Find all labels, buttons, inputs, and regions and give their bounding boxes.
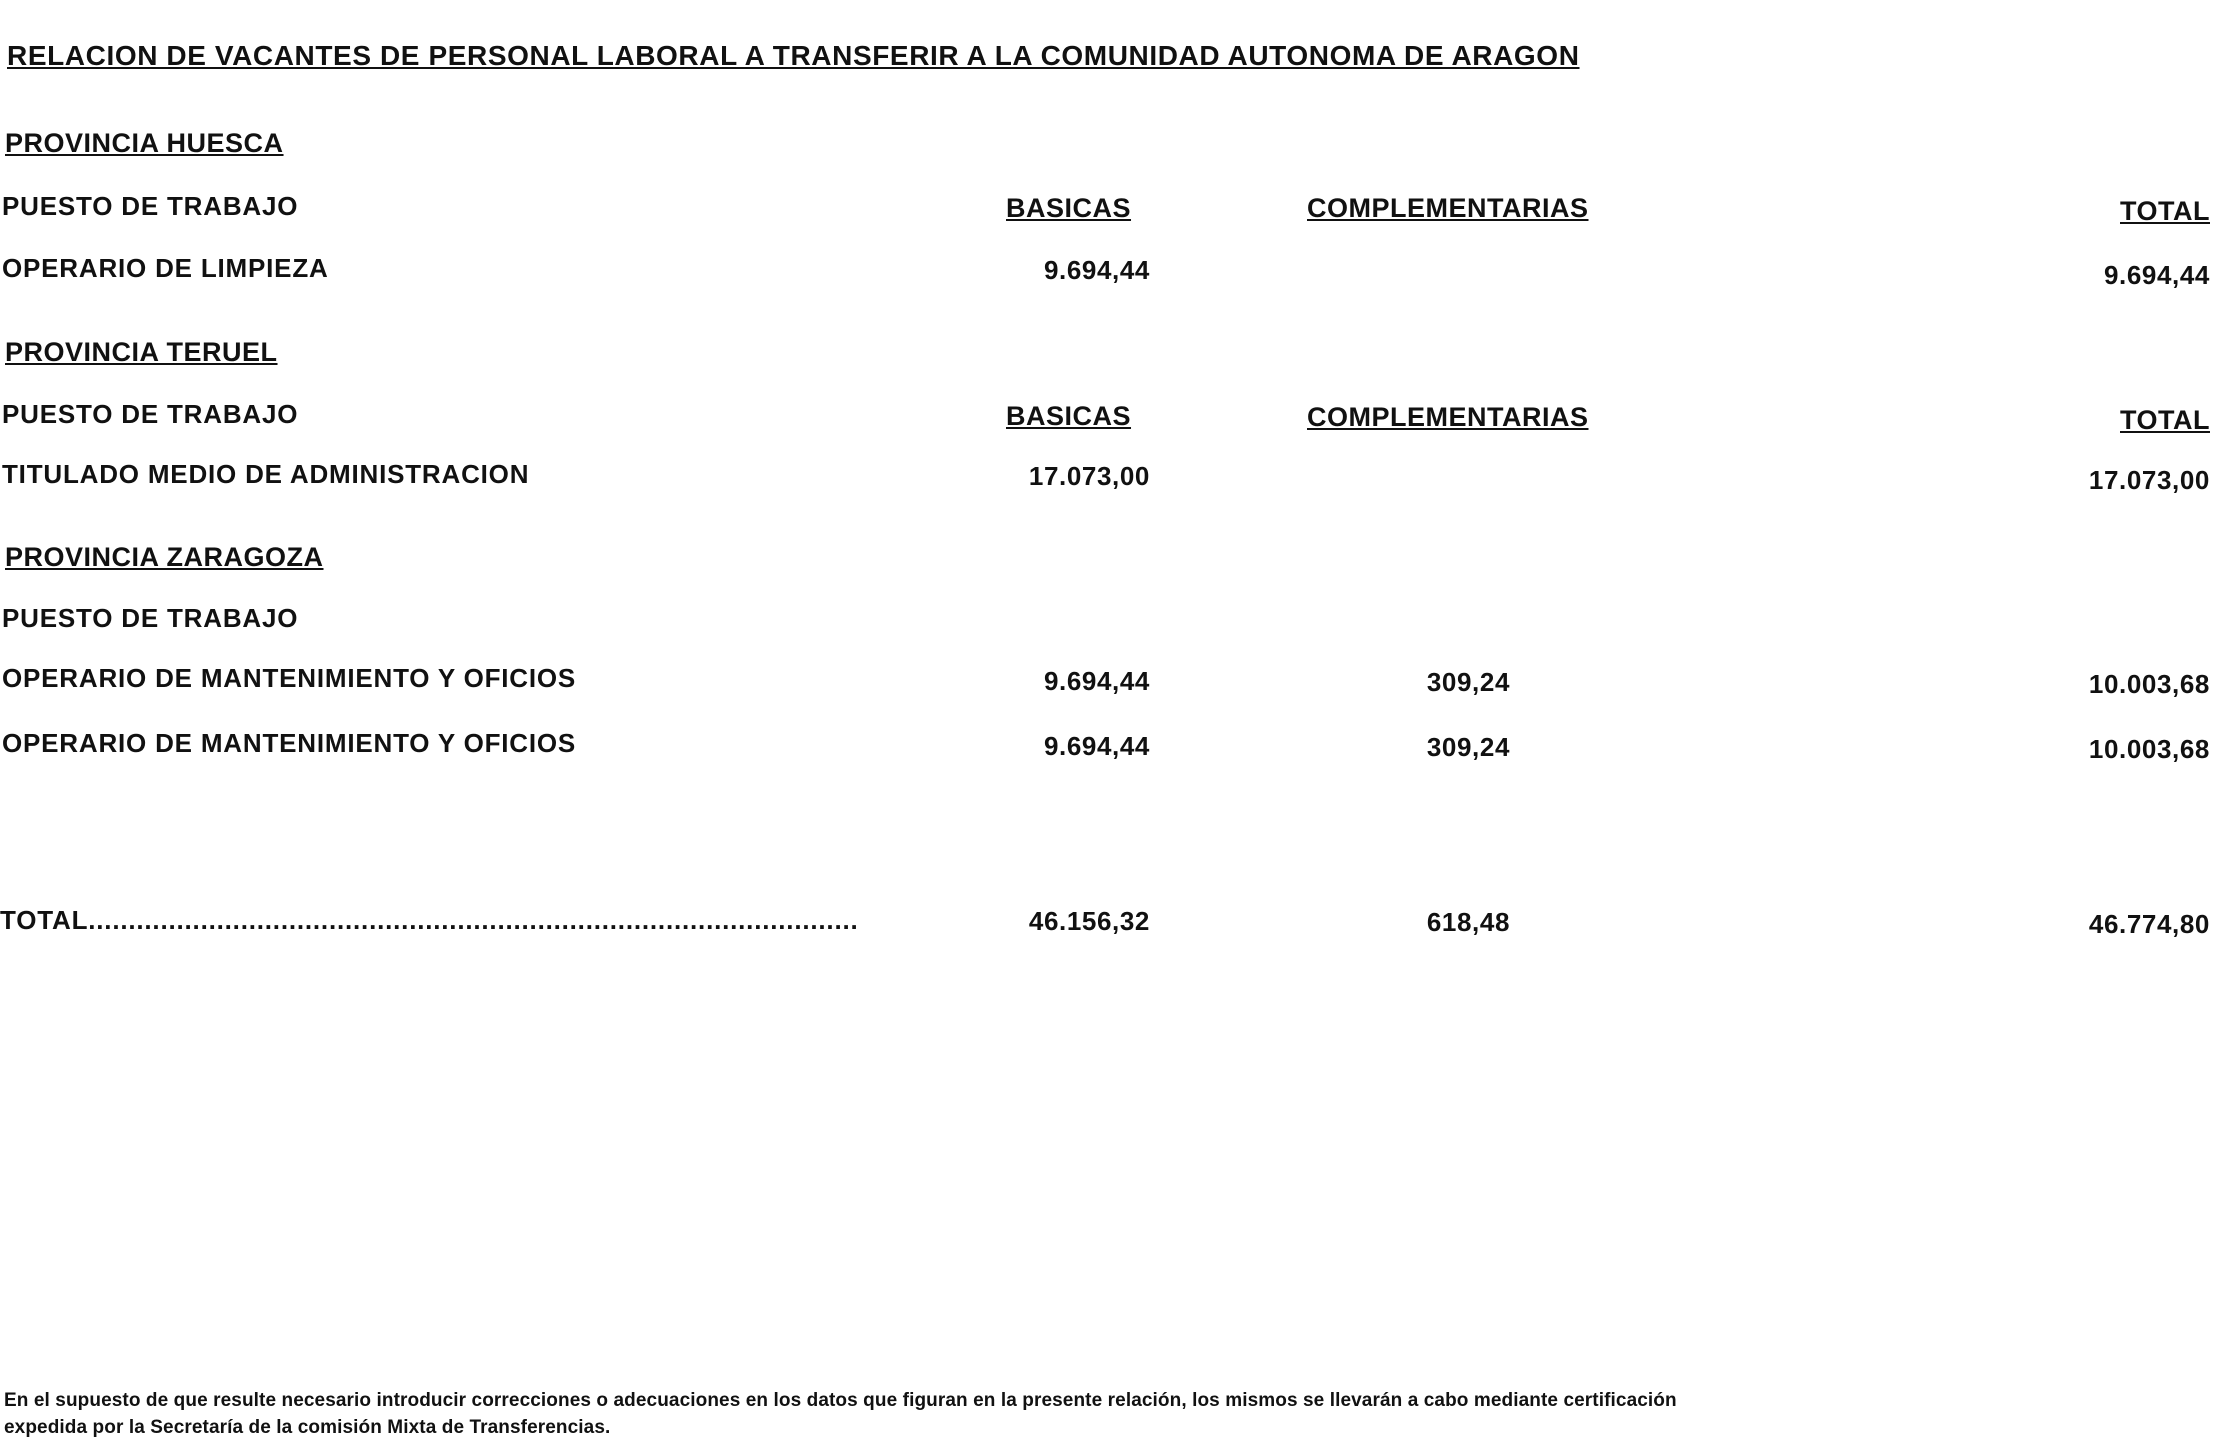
row-total-teruel-0: 17.073,00 [2088, 465, 2210, 495]
header-puesto-teruel: PUESTO DE TRABAJO [2, 399, 299, 429]
row-basicas-huesca-0: 9.694,44 [1043, 255, 1150, 285]
grand-total-basicas: 46.156,32 [1028, 906, 1150, 936]
row-total-zaragoza-0: 10.003,68 [2088, 669, 2210, 699]
document-title: RELACION DE VACANTES DE PERSONAL LABORAL A TRANSFERIR A LA COMUNIDAD AUTONOMA DE ARAGON [7, 40, 1580, 71]
province-heading-teruel: PROVINCIA TERUEL [5, 337, 278, 367]
grand-total-total: 46.774,80 [2088, 909, 2210, 939]
header-puesto-huesca: PUESTO DE TRABAJO [2, 191, 299, 221]
header-complementarias-huesca: COMPLEMENTARIAS [1307, 193, 1589, 223]
row-puesto-zaragoza-0: OPERARIO DE MANTENIMIENTO Y OFICIOS [2, 663, 577, 693]
header-total-huesca: TOTAL [2120, 196, 2210, 226]
row-total-huesca-0: 9.694,44 [2103, 260, 2210, 290]
row-total-zaragoza-1: 10.003,68 [2088, 734, 2210, 764]
grand-total-label: TOTAL................................................................................................ [0, 905, 859, 935]
province-heading-zaragoza: PROVINCIA ZARAGOZA [5, 542, 324, 572]
header-basicas-huesca: BASICAS [1006, 193, 1132, 223]
row-puesto-zaragoza-1: OPERARIO DE MANTENIMIENTO Y OFICIOS [2, 728, 577, 758]
footer-note-line2: expedida por la Secretaría de la comisión Mixta de Transferencias. [4, 1417, 611, 1438]
footer-note-line1: En el supuesto de que resulte necesario introducir correcciones o adecuaciones en los datos que figuran en la presente relación, los mismos se llevarán a cabo mediante certificación [4, 1390, 1677, 1411]
province-heading-huesca: PROVINCIA HUESCA [5, 128, 284, 158]
row-puesto-teruel-0: TITULADO MEDIO DE ADMINISTRACION [2, 459, 530, 489]
header-complementarias-teruel: COMPLEMENTARIAS [1307, 402, 1589, 432]
row-basicas-zaragoza-0: 9.694,44 [1043, 666, 1150, 696]
row-basicas-zaragoza-1: 9.694,44 [1043, 731, 1150, 761]
header-basicas-teruel: BASICAS [1006, 401, 1132, 431]
row-puesto-huesca-0: OPERARIO DE LIMPIEZA [2, 253, 329, 283]
row-basicas-teruel-0: 17.073,00 [1028, 461, 1150, 491]
row-complementarias-zaragoza-1: 309,24 [1426, 732, 1510, 762]
header-total-teruel: TOTAL [2120, 405, 2210, 435]
header-puesto-zaragoza: PUESTO DE TRABAJO [2, 603, 299, 633]
row-complementarias-zaragoza-0: 309,24 [1426, 667, 1510, 697]
grand-total-complementarias: 618,48 [1426, 907, 1510, 937]
